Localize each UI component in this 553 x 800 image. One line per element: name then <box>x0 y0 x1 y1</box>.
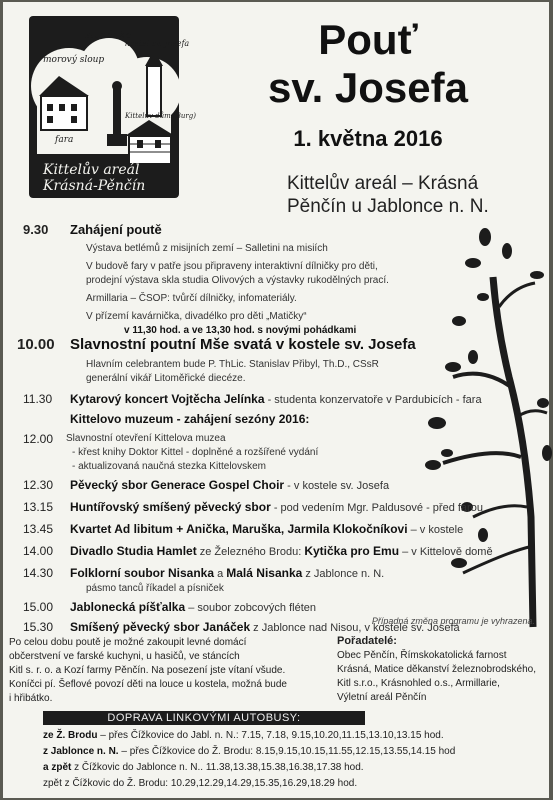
refreshment-info <box>9 636 329 706</box>
detail-line: generální vikář Litoměřické diecéze. <box>86 373 246 384</box>
logo-label-house: Kittelův dům (Burg) <box>125 112 196 120</box>
program-time: 13.15 <box>23 500 54 514</box>
title-line-1: Pouť <box>318 16 418 63</box>
bus-route-label: ze Ž. Brodu <box>43 730 98 741</box>
program-time: 14.30 <box>23 566 54 580</box>
title-line-2: sv. Josefa <box>267 64 468 111</box>
program-desc: - v kostele sv. Josefa <box>284 480 390 492</box>
program-heading: Kvartet Ad libitum + Anička, Maruška, Jarmila Klokočníkovi <box>70 522 408 536</box>
bus-route-times: – přes Čížkovice do Ž. Brodu: 8.15,9.15,10.15,11.55,12.15,13.55,14.15 hod <box>118 746 456 757</box>
program-heading-2: Malá Nisanka <box>226 566 303 580</box>
bus-row <box>43 744 455 760</box>
bus-route-times: – přes Čížkovice do Jabl. n. N.: 7.15, 7.18, 9.15,10.20,11.15,13.10,13.15 hod. <box>97 730 444 741</box>
program-details <box>86 242 389 338</box>
program-time: 9.30 <box>23 222 49 237</box>
detail-line: Armillaria – ČSOP: tvůrčí dílničky, infomateriály. <box>86 293 297 304</box>
program-change-note: Případná změna programu je vyhrazena. <box>371 616 535 626</box>
program-heading: Slavnostní poutní Mše svatá v kostele sv. Josefa <box>70 336 416 353</box>
bus-route-label: a zpět <box>43 762 72 773</box>
program-time: 13.45 <box>23 522 54 536</box>
event-title <box>187 16 549 112</box>
bus-row <box>43 728 455 744</box>
program-time: 15.30 <box>23 620 54 634</box>
info-line: i hřibátko. <box>9 693 53 704</box>
logo-label-rectory: fara <box>55 135 74 145</box>
program-heading: Zahájení poutě <box>70 222 162 237</box>
program-desc: - studenta konzervatoře v Pardubicích - fara <box>264 394 482 406</box>
organizer-line: Kitl s.r.o., Krásnohled o.s., Armillarie, <box>337 678 500 689</box>
program-desc: – v kostele <box>407 524 464 536</box>
program-heading: Kytarový koncert Vojtěcha Jelínka <box>70 392 265 406</box>
program-desc: a <box>214 568 227 580</box>
info-line: občerstvení ve farské kuchyni, u hasičů, ve stáncích <box>9 651 240 662</box>
program-heading: Smíšený pěvecký sbor Janáček <box>70 620 251 634</box>
organizers-heading: Pořadatelé: <box>337 635 397 647</box>
detail-line: Slavnostní otevření Kittelova muzea <box>66 433 226 444</box>
detail-line: - aktualizovaná naučná stezka Kittelovskem <box>72 461 266 472</box>
detail-line: V přízemí kavárnička, divadélko pro děti „Matičky“ <box>86 311 307 322</box>
bus-route-times: zpět z Čížkovic do Ž. Brodu: 10.29,12.29,14.29,15.35,16.29,18.29 hod. <box>43 778 358 789</box>
program-details <box>86 358 379 386</box>
organizer-line: Obec Pěnčín, Římskokatolická farnost <box>337 650 507 661</box>
kittel-area-logo <box>29 16 196 198</box>
program-desc: ze Železného Brodu: <box>196 546 305 558</box>
organizer-line: Krásná, Matice děkanství železnobrodského, <box>337 664 536 675</box>
program-details: pásmo tanců říkadel a písniček <box>86 583 224 594</box>
tree-illustration <box>413 217 553 627</box>
logo-brand-line2: Krásná-Pěnčín <box>43 178 146 194</box>
program-time: 15.00 <box>23 600 54 614</box>
logo-label-church: kostel sv. Josefa <box>125 39 190 48</box>
poster <box>3 2 549 798</box>
detail-line: v 11,30 hod. a ve 13,30 hod. s novými pohádkami <box>124 325 357 336</box>
program-details <box>66 432 318 474</box>
bus-route-times: z Čížkovic do Jablonce n. N.. 11.38,13.38,15.38,16.38,17.38 hod. <box>71 762 364 773</box>
bus-row <box>43 776 455 792</box>
program-time: 12.30 <box>23 478 54 492</box>
program-heading: Jablonecká píšťalka <box>70 600 186 614</box>
detail-line: V budově fary v patře jsou připraveny interaktivní dílničky pro děti, <box>86 261 378 272</box>
organizers <box>337 634 547 705</box>
program-time: 14.00 <box>23 544 54 558</box>
program-heading: Folklorní soubor Nisanka <box>70 566 215 580</box>
program-heading-2: Kytička pro Emu <box>304 544 400 558</box>
location-line-1: Kittelův areál – Krásná <box>287 173 479 194</box>
bus-timetable <box>43 728 455 792</box>
detail-line: prodejní výstava skla studia Olivových a výstavky rukodělných prací. <box>86 275 389 286</box>
detail-line: Výstava betlémů z misijních zemí – Salletini na misiích <box>86 243 328 254</box>
organizer-line: Výletní areál Pěnčín <box>337 692 427 703</box>
info-line: Koníčci pí. Šeflové povozí děti na louce u kostela, možná bude <box>9 679 287 690</box>
logo-brand-line1: Kittelův areál <box>43 162 140 178</box>
program-desc-2: z Jablonce n. N. <box>302 568 385 580</box>
program-heading: Divadlo Studia Hamlet <box>70 544 197 558</box>
program-time: 10.00 <box>17 336 55 353</box>
program-desc: - pod vedením Mgr. Paldusové - před farou <box>270 502 483 514</box>
program-desc-2: – v Kittelově domě <box>399 546 493 558</box>
detail-line: - křest knihy Doktor Kittel - doplněné a rozšířené vydání <box>72 447 319 458</box>
location-line-2: Pěnčín u Jablonce n. N. <box>287 196 489 217</box>
info-line: Kitl s. r. o. a Kozí farmy Pěnčín. Na posezení jste vítaní všude. <box>9 665 286 676</box>
bus-row <box>43 760 455 776</box>
event-date: 1. května 2016 <box>293 126 443 151</box>
program-desc: – soubor zobcových fléten <box>185 602 317 614</box>
program-desc: z Jablonce nad Nisou, v kostele sv. Josefa <box>250 622 460 634</box>
logo-label-spring: studánka <box>85 30 132 41</box>
program-heading: Pěvecký sbor Generace Gospel Choir <box>70 478 285 492</box>
program-time: 12.00 <box>23 432 54 446</box>
event-location <box>287 172 547 218</box>
transport-heading: DOPRAVA LINKOVÝMI AUTOBUSY: <box>43 711 365 725</box>
program-heading: Kittelovo muzeum - zahájení sezóny 2016: <box>70 412 310 426</box>
program-heading: Huntířovský smíšený pěvecký sbor <box>70 500 271 514</box>
logo-label-column: morový sloup <box>43 55 105 65</box>
bus-route-label: z Jablonce n. N. <box>43 746 119 757</box>
info-line: Po celou dobu poutě je možné zakoupit levné domácí <box>9 637 247 648</box>
detail-line: Hlavním celebrantem bude P. ThLic. Stanislav Přibyl, Th.D., CSsR <box>86 359 379 370</box>
program-time: 11.30 <box>23 392 53 406</box>
